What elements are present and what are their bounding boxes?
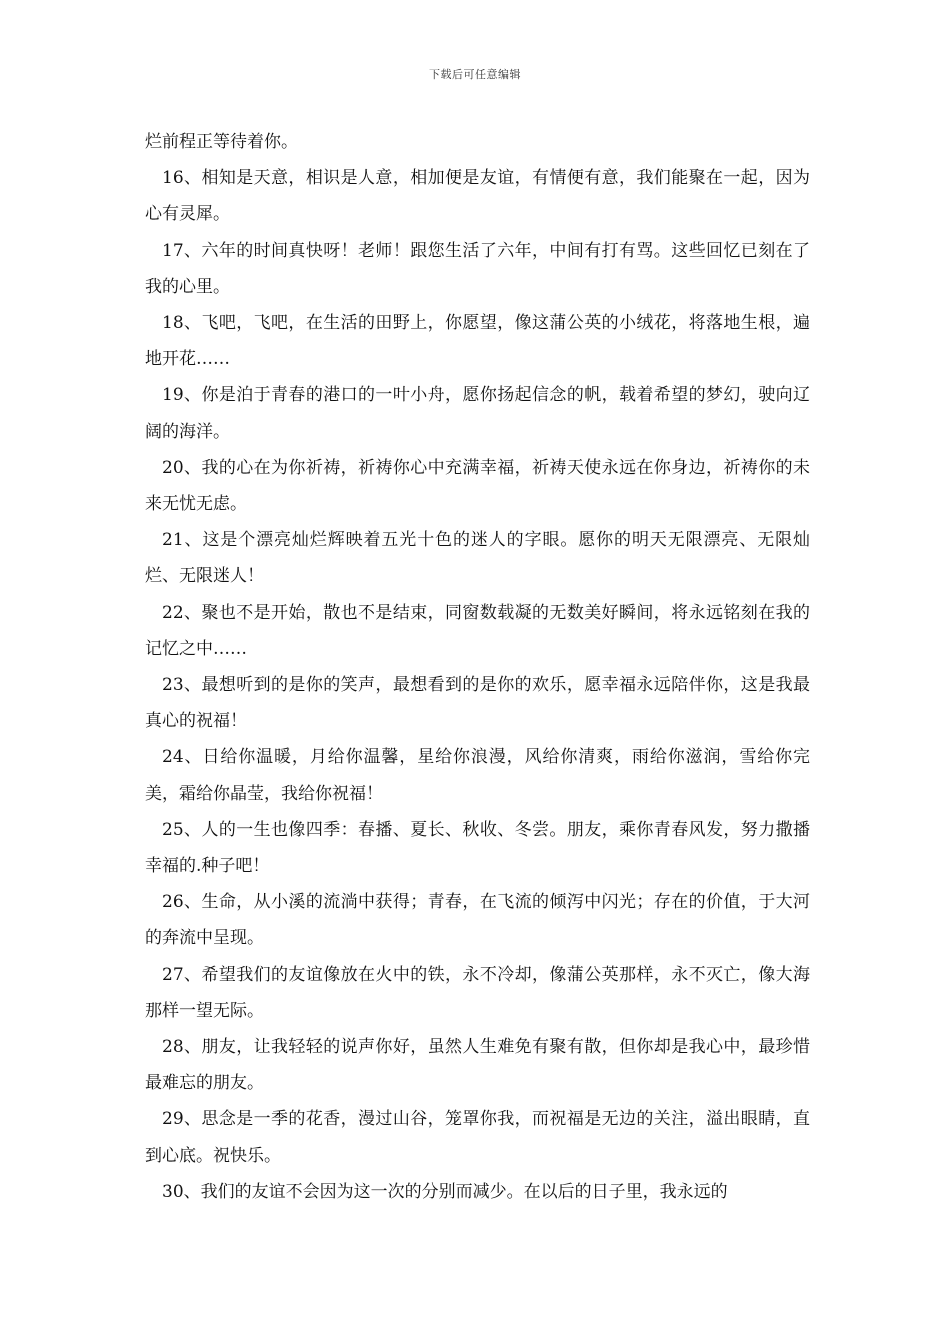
paragraph-item [145,595,810,667]
item-number: 23、 [162,675,202,696]
paragraph-item [145,884,810,956]
paragraph-text: 我的心在为你祈祷，祈祷你心中充满幸福，祈祷天使永远在你身边，祈祷你的未来无忧无虑。 [145,457,810,515]
item-number: 30、 [162,1181,201,1202]
paragraph-text: 朋友，让我轻轻的说声你好，虽然人生难免有聚有散，但你却是我心中，最珍惜最难忘的朋友。 [145,1037,810,1094]
paragraph-text: 六年的时间真快呀！老师！跟您生活了六年，中间有打有骂。这些回忆已刻在了我的心里。 [145,240,810,297]
paragraph-item [145,667,810,739]
paragraph-item [145,812,810,884]
paragraph-text: 生命，从小溪的流淌中获得；青春，在飞流的倾泻中闪光；存在的价值，于大河的奔流中呈现。 [145,892,810,949]
item-number: 18、 [162,313,202,334]
paragraph-text: 这是个漂亮灿烂辉映着五光十色的迷人的字眼。愿你的明天无限漂亮、无限灿烂、无限迷人！ [145,530,811,587]
paragraph-item [145,739,810,811]
paragraph-text: 人的一生也像四季：春播、夏长、秋收、冬尝。朋友，乘你青春风发，努力撒播幸福的.种子吧！ [145,819,810,877]
item-number: 19、 [162,385,202,406]
paragraph-text: 希望我们的友谊像放在火中的铁，永不冷却，像蒲公英那样，永不灭亡，像大海那样一望无际。 [145,964,810,1021]
paragraph-item [145,522,810,594]
paragraph-text: 我们的友谊不会因为这一次的分别而减少。在以后的日子里，我永远的 [200,1181,728,1202]
paragraph-item [145,233,810,305]
paragraph-continuation [145,124,810,160]
paragraph-text: 思念是一季的花香，漫过山谷，笼罩你我，而祝福是无边的关注，溢出眼睛，直到心底。祝快乐。 [145,1109,810,1166]
paragraph-item [145,377,810,449]
item-number: 24、 [162,747,203,768]
paragraph-item [145,957,810,1029]
paragraph-text: 你是泊于青春的港口的一叶小舟，愿你扬起信念的帆，载着希望的梦幻，驶向辽阔的海洋。 [145,385,810,442]
item-number: 27、 [162,964,202,985]
item-number: 26、 [162,892,202,913]
item-number: 21、 [162,530,203,551]
item-number: 20、 [162,457,202,478]
paragraph-text: 烂前程正等待着你。 [145,132,298,152]
page-header: 下载后可任意编辑 [429,68,521,81]
paragraph-item [145,1174,810,1210]
paragraph-text: 飞吧，飞吧，在生活的田野上，你愿望，像这蒲公英的小绒花，将落地生根，遍地开花…… [145,313,810,370]
paragraph-item [145,1101,810,1173]
item-number: 25、 [162,819,202,840]
item-number: 16、 [162,168,202,189]
paragraph-text: 聚也不是开始，散也不是结束，同窗数载凝的无数美好瞬间，将永远铭刻在我的记忆之中…… [145,602,810,659]
paragraph-item [145,160,810,232]
paragraph-item [145,1029,810,1101]
item-number: 28、 [162,1037,202,1058]
paragraph-text: 最想听到的是你的笑声，最想看到的是你的欢乐，愿幸福永远陪伴你，这是我最真心的祝福！ [145,675,810,732]
paragraph-item [145,450,810,522]
item-number: 29、 [162,1109,202,1130]
paragraph-item [145,305,810,377]
item-number: 22、 [162,602,202,623]
document-body [145,124,810,1210]
paragraph-text: 相知是天意，相识是人意，相加便是友谊，有情便有意，我们能聚在一起，因为心有灵犀。 [145,168,810,225]
paragraph-text: 日给你温暖，月给你温馨，星给你浪漫，风给你清爽，雨给你滋润，雪给你完美，霜给你晶莹，我给你祝福！ [145,747,811,804]
item-number: 17、 [162,240,202,261]
